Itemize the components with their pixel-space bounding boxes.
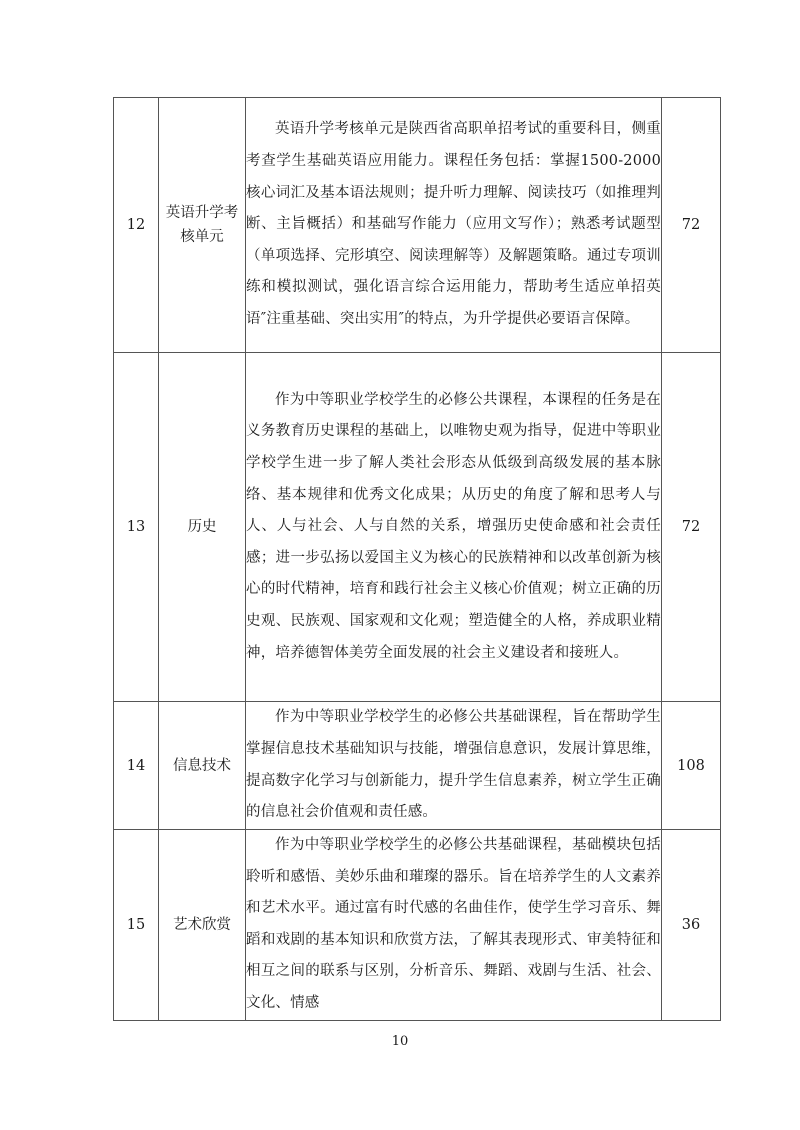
course-name: 历史 <box>159 353 246 702</box>
table-row <box>114 98 721 353</box>
course-description-cell <box>246 98 662 353</box>
course-description: 作为中等职业学校学生的必修公共基础课程，基础模块包括聆听和感悟、美妙乐曲和璀璨的器乐。旨在培养学生的人文素养和艺术水平。通过富有时代感的名曲佳作，使学生学习音乐、舞蹈和戏剧的基本知识和欣赏方法，了解其表现形式、审美特征和相互之间的联系与区别，分析音乐、舞蹈、戏剧与生活、社会、文化、情感 <box>246 837 661 1011</box>
course-number: 13 <box>114 353 159 702</box>
course-hours: 72 <box>662 353 721 702</box>
table-row <box>114 353 721 702</box>
course-description-cell <box>246 353 662 702</box>
course-description: 作为中等职业学校学生的必修公共课程，本课程的任务是在义务教育历史课程的基础上，以唯物史观为指导，促进中等职业学校学生进一步了解人类社会形态从低级到高级发展的基本脉络、基本规律和优秀文化成果；从历史的角度了解和思考人与人、人与社会、人与自然的关系，增强历史使命感和社会责任感；进一步弘扬以爱国主义为核心的民族精神和以改革创新为核心的时代精神，培育和践行社会主义核心价值观；树立正确的历史观、民族观、国家观和文化观；塑造健全的人格，养成职业精神，培养德智体美劳全面发展的社会主义建设者和接班人。 <box>246 391 661 661</box>
course-hours: 72 <box>662 98 721 353</box>
course-hours: 36 <box>662 830 721 1021</box>
course-name: 英语升学考核单元 <box>159 98 246 353</box>
course-number: 15 <box>114 830 159 1021</box>
course-name: 艺术欣赏 <box>159 830 246 1021</box>
course-number: 12 <box>114 98 159 353</box>
course-number: 14 <box>114 702 159 830</box>
course-description: 英语升学考核单元是陕西省高职单招考试的重要科目，侧重考查学生基础英语应用能力。课程任务包括：掌握1500-2000核心词汇及基本语法规则；提升听力理解、阅读技巧（如推理判断、主旨概括）和基础写作能力（应用文写作）；熟悉考试题型（单项选择、完形填空、阅读理解等）及解题策略。通过专项训练和模拟测试，强化语言综合运用能力，帮助考生适应单招英语″注重基础、突出实用″的特点，为升学提供必要语言保障。 <box>246 121 661 327</box>
course-description-cell <box>246 830 662 1021</box>
course-table <box>113 97 721 1021</box>
page-number: 10 <box>391 1034 409 1049</box>
course-hours: 108 <box>662 702 721 830</box>
table-row <box>114 830 721 1021</box>
table-row <box>114 702 721 830</box>
course-description: 作为中等职业学校学生的必修公共基础课程，旨在帮助学生掌握信息技术基础知识与技能，增强信息意识，发展计算思维，提高数字化学习与创新能力，提升学生信息素养，树立学生正确的信息社会价值观和责任感。 <box>246 709 661 821</box>
course-description-cell <box>246 702 662 830</box>
course-name: 信息技术 <box>159 702 246 830</box>
